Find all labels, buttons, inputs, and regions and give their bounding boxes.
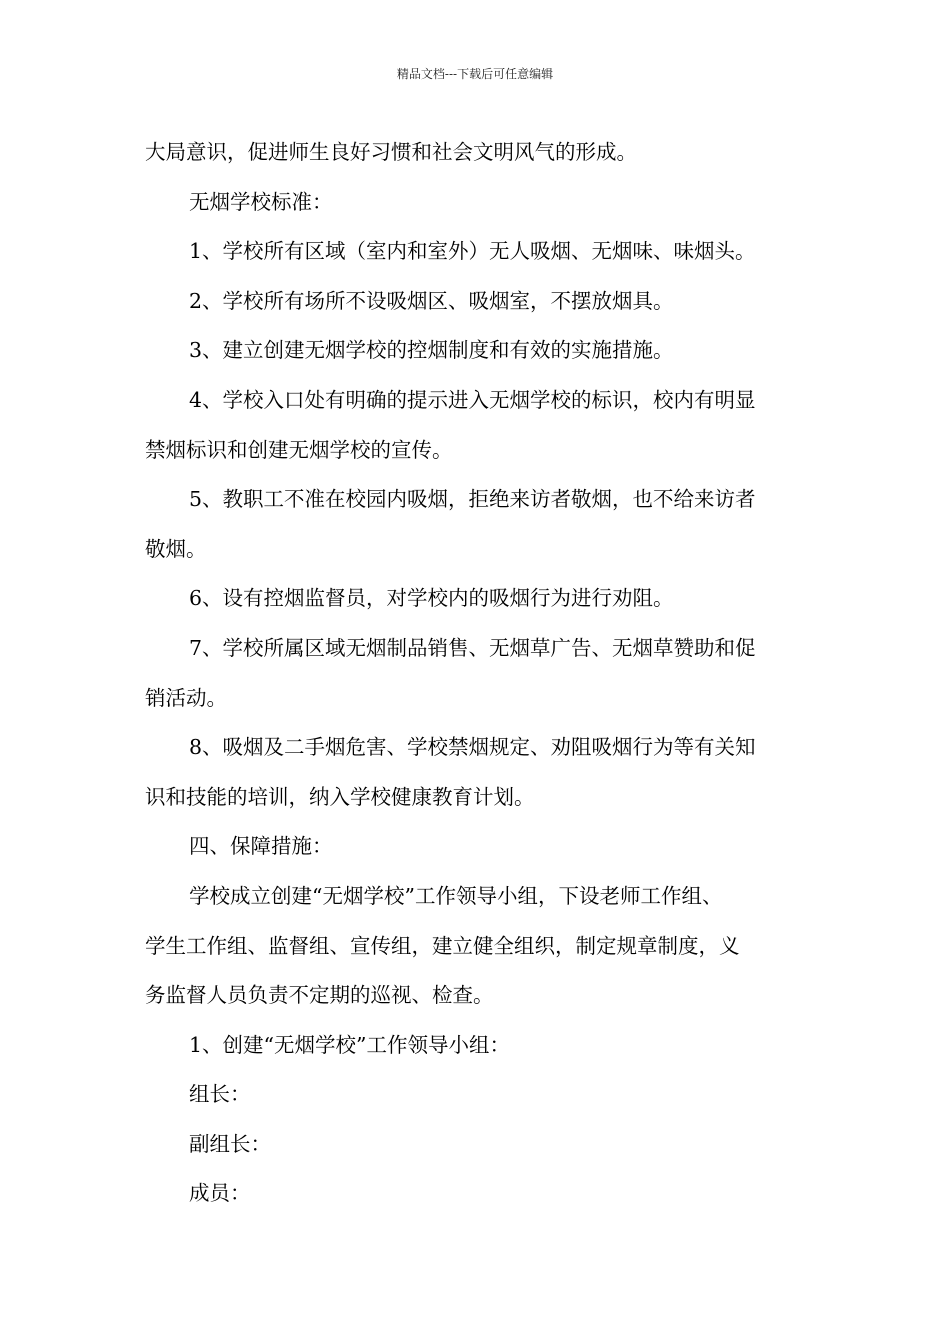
body-line: 禁烟标识和创建无烟学校的宣传。 — [145, 437, 453, 462]
body-line: 大局意识，促进师生良好习惯和社会文明风气的形成。 — [145, 140, 637, 164]
leader-label: 组长： — [189, 1082, 251, 1107]
body-line: 7、学校所属区域无烟制品销售、无烟草广告、无烟草赞助和促 — [189, 635, 756, 660]
document-body — [145, 128, 810, 1219]
body-line: 学生工作组、监督组、宣传组，建立健全组织，制定规章制度，义 — [145, 933, 740, 958]
page-header: 精品文档---下载后可任意编辑 — [396, 67, 554, 81]
body-line: 1、创建“无烟学校”工作领导小组： — [189, 1032, 511, 1057]
body-line: 无烟学校标准： — [189, 189, 333, 214]
body-line: 2、学校所有场所不设吸烟区、吸烟室，不摆放烟具。 — [189, 288, 674, 313]
body-line: 识和技能的培训，纳入学校健康教育计划。 — [145, 784, 535, 809]
section-heading: 四、保障措施： — [189, 834, 333, 859]
body-line: 6、设有控烟监督员，对学校内的吸烟行为进行劝阻。 — [189, 586, 674, 611]
body-line: 敬烟。 — [145, 536, 207, 561]
body-line: 销活动。 — [145, 685, 227, 710]
members-label: 成员： — [189, 1181, 251, 1206]
body-line: 3、建立创建无烟学校的控烟制度和有效的实施措施。 — [189, 338, 674, 363]
deputy-leader-label: 副组长： — [189, 1131, 271, 1156]
body-line: 学校成立创建“无烟学校”工作领导小组，下设老师工作组、 — [189, 883, 723, 908]
body-line: 务监督人员负责不定期的巡视、检查。 — [145, 983, 494, 1008]
body-line: 8、吸烟及二手烟危害、学校禁烟规定、劝阻吸烟行为等有关知 — [189, 735, 756, 760]
body-line: 1、学校所有区域（室内和室外）无人吸烟、无烟味、味烟头。 — [189, 239, 756, 264]
body-line: 4、学校入口处有明确的提示进入无烟学校的标识，校内有明显 — [189, 387, 756, 412]
body-line: 5、教职工不准在校园内吸烟，拒绝来访者敬烟，也不给来访者 — [189, 487, 756, 512]
